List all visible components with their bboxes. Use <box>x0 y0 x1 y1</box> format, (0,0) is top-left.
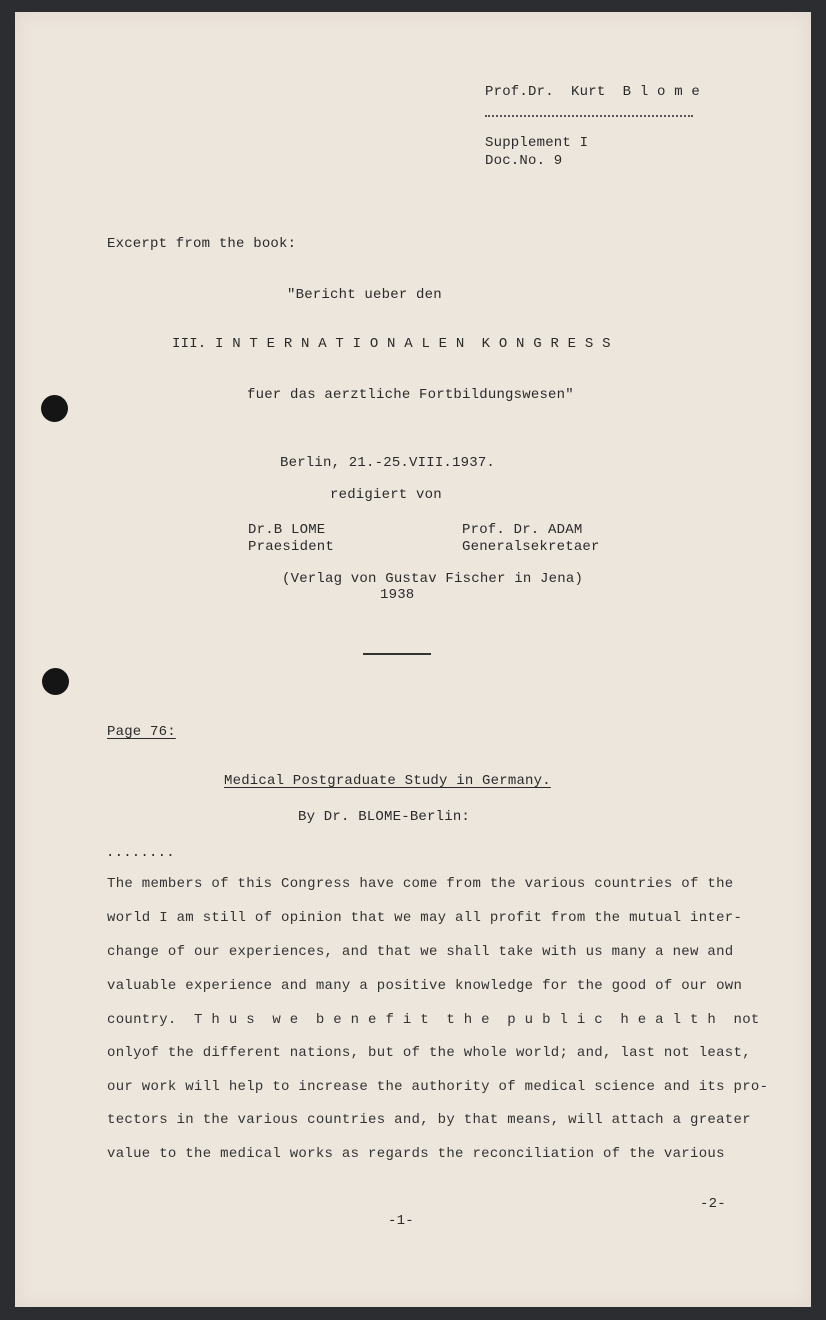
body-line: value to the medical works as regards the reconciliation of the various <box>107 1146 725 1162</box>
editor2-role: Generalsekretaer <box>462 539 600 555</box>
body-line: our work will help to increase the authority of medical science and its pro- <box>107 1079 769 1095</box>
header-divider <box>485 115 693 117</box>
header-supplement: Supplement I <box>485 135 589 151</box>
page-reference: Page 76: <box>107 724 176 740</box>
section-divider <box>363 653 431 655</box>
excerpt-intro: Excerpt from the book: <box>107 236 297 252</box>
body-line: onlyof the different nations, but of the whole world; and, last not least, <box>107 1045 751 1061</box>
book-title-line3: fuer das aerztliche Fortbildungswesen" <box>247 387 574 403</box>
book-edited-by: redigiert von <box>330 487 442 503</box>
book-place-date: Berlin, 21.-25.VIII.1937. <box>280 455 496 471</box>
article-title: Medical Postgraduate Study in Germany. <box>224 773 551 789</box>
punch-hole-bottom <box>42 668 69 695</box>
editor2-name: Prof. Dr. ADAM <box>462 522 583 538</box>
book-title-line2: III. I N T E R N A T I O N A L E N K O N G R E S S <box>172 336 611 352</box>
body-line: valuable experience and many a positive knowledge for the good of our own <box>107 978 743 994</box>
article-byline: By Dr. BLOME-Berlin: <box>298 809 471 825</box>
ellipsis: ........ <box>106 845 175 861</box>
body-line: world I am still of opinion that we may all profit from the mutual inter- <box>107 910 743 926</box>
punch-hole-top <box>41 395 68 422</box>
book-title-line1: "Bericht ueber den <box>287 287 442 303</box>
body-line: country. T h u s w e b e n e f i t t h e p u b l i c h e a l t h not <box>107 1012 760 1028</box>
book-publisher: (Verlag von Gustav Fischer in Jena) <box>282 571 584 587</box>
body-line: change of our experiences, and that we shall take with us many a new and <box>107 944 734 960</box>
next-page-marker: -2- <box>700 1196 726 1212</box>
body-line: tectors in the various countries and, by that means, will attach a greater <box>107 1112 751 1128</box>
editor1-role: Praesident <box>248 539 335 555</box>
header-author: Prof.Dr. Kurt B l o m e <box>485 84 701 100</box>
book-year: 1938 <box>380 587 415 603</box>
header-doc-number: Doc.No. 9 <box>485 153 563 169</box>
editor1-name: Dr.B LOME <box>248 522 326 538</box>
page-number: -1- <box>388 1213 414 1229</box>
body-line: The members of this Congress have come from the various countries of the <box>107 876 734 892</box>
